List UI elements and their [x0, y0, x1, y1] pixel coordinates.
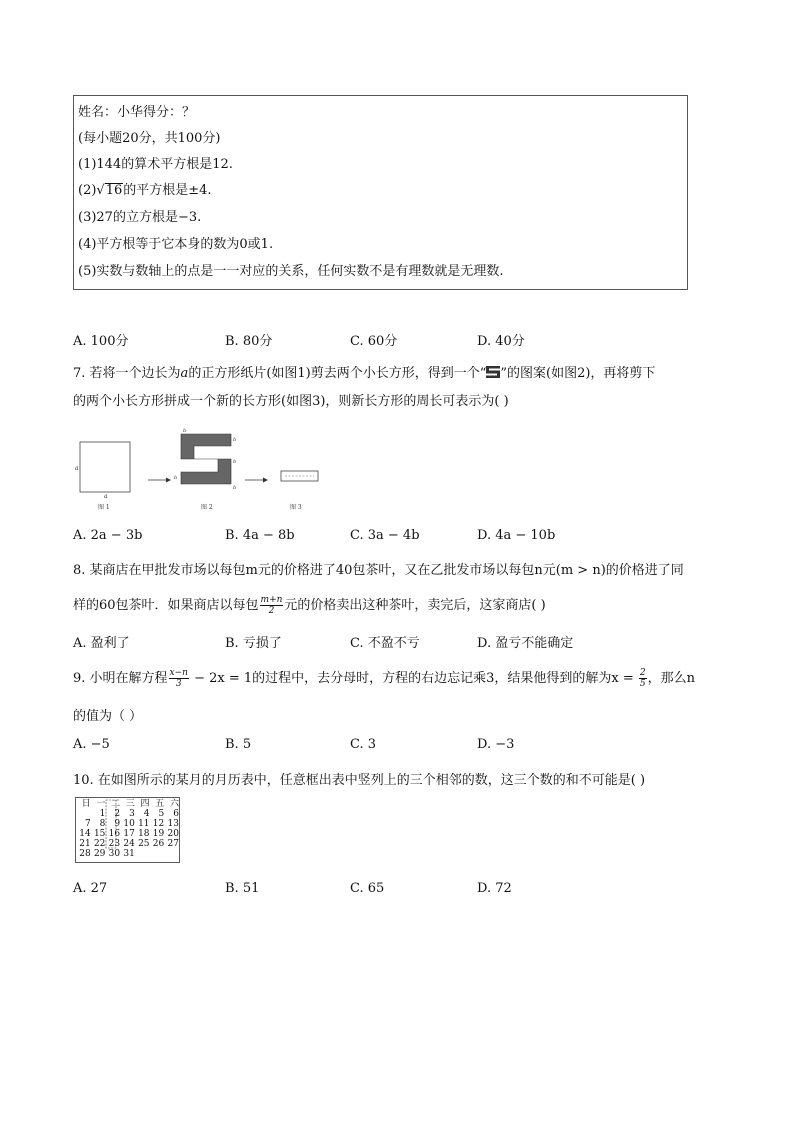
- calendar-cell: 9: [114, 819, 121, 829]
- q10-option-d[interactable]: D. 72: [477, 881, 512, 896]
- calendar-cell: 20: [167, 829, 179, 839]
- fig1-label-a-bottom: a: [104, 493, 108, 500]
- calendar-cell: 17: [123, 829, 135, 839]
- fig1-label-a-left: a: [75, 465, 79, 472]
- calendar-cell: 11: [138, 819, 150, 829]
- q7-var-a: a: [180, 366, 189, 381]
- calendar-cell: 21: [79, 839, 91, 849]
- q7-figure: [73, 425, 323, 513]
- fig2-label-b-left: b: [174, 475, 178, 481]
- q9-option-c[interactable]: C. 3: [350, 737, 377, 752]
- q9-option-a[interactable]: A. −5: [73, 737, 110, 752]
- calendar-row: [77, 829, 180, 839]
- fig1-square: [80, 442, 130, 492]
- q9-text-a: 9. 小明在解方程: [73, 671, 168, 686]
- calendar-cell: 30: [108, 849, 121, 859]
- q7-option-c[interactable]: C. 3a − 4b: [350, 528, 420, 543]
- q7-option-a[interactable]: A. 2a − 3b: [73, 528, 143, 543]
- calendar-cell: 8: [99, 819, 106, 829]
- q10-calendar: [75, 797, 180, 863]
- calendar-cell: 1: [99, 809, 106, 819]
- q8-line-1: 8. 某商店在甲批发市场以每包m元的价格进了40包茶叶，又在乙批发市场以每包n元(m > n)的价格进了同: [73, 563, 684, 578]
- q10-option-a[interactable]: A. 27: [73, 881, 108, 896]
- q6-option-b[interactable]: B. 80分: [225, 334, 273, 349]
- calendar-header-cell: 三: [125, 799, 135, 809]
- calendar-cell: 3: [129, 809, 135, 819]
- fig2-label-b-right-1: b: [233, 437, 237, 443]
- q9-text-b: − 2x = 1的过程中，去分母时，方程的右边忘记乘3，结果他得到的解为x =: [189, 671, 638, 686]
- statement-2: (2)√16的平方根是±4.: [78, 183, 212, 198]
- calendar-cell: 13: [167, 819, 179, 829]
- calendar-cell: 15: [93, 829, 106, 839]
- s-shape-icon: [486, 366, 500, 378]
- calendar-row: [77, 809, 180, 819]
- fig2-label-b-bottom: b: [233, 485, 237, 491]
- calendar-cell: [77, 809, 92, 819]
- statement-3: (3)27的立方根是−3.: [78, 210, 202, 225]
- calendar-header-cell: 五: [155, 799, 165, 809]
- q10-option-c[interactable]: C. 65: [350, 881, 385, 896]
- calendar-row: [77, 819, 180, 829]
- q8-text-b: 元的价格卖出这种茶叶，卖完后，这家商店( ): [284, 598, 546, 613]
- q9-fraction-2: [639, 668, 647, 689]
- grading-scoring: (每小题20分，共100分): [78, 131, 221, 146]
- q9-line-2: 的值为（ ）: [73, 709, 143, 724]
- calendar-cell: 18: [138, 829, 150, 839]
- q9-option-b[interactable]: B. 5: [225, 737, 252, 752]
- q8-option-b[interactable]: B. 亏损了: [225, 636, 282, 651]
- calendar-cell: [151, 849, 166, 859]
- calendar-cell: 19: [152, 829, 165, 839]
- q8-option-c[interactable]: C. 不盈不亏: [350, 636, 420, 651]
- calendar-cell: 26: [152, 839, 165, 849]
- calendar-header-cell: 六: [169, 799, 179, 809]
- q8-frac-num: m+n: [260, 595, 283, 605]
- q8-option-a[interactable]: A. 盈利了: [73, 636, 130, 651]
- calendar-cell: 7: [84, 819, 91, 829]
- q6-option-c[interactable]: C. 60分: [350, 334, 398, 349]
- q7-text-b: 的正方形纸片(如图1)剪去两个小长方形，得到一个“: [188, 366, 487, 381]
- calendar-cell: 10: [123, 819, 135, 829]
- q9-frac1-den: 3: [175, 679, 182, 689]
- calendar-cell: 14: [79, 829, 91, 839]
- q6-option-d[interactable]: D. 40分: [477, 334, 525, 349]
- calendar-cell: 27: [167, 839, 179, 849]
- q9-frac2-den: 5: [639, 679, 646, 689]
- statement-2-prefix: (2): [78, 183, 97, 198]
- q8-text-a: 样的60包茶叶．如果商店以每包: [73, 598, 259, 613]
- fig2-label-b-right-2: b: [233, 459, 237, 465]
- arrow-1-head: [166, 478, 171, 483]
- statement-4: (4)平方根等于它本身的数为0或1.: [78, 237, 274, 252]
- calendar-cell: [165, 849, 180, 859]
- calendar-cell: 31: [123, 849, 135, 859]
- statement-2-radicand: 16: [105, 183, 123, 198]
- q9-frac2-num: 2: [639, 668, 646, 678]
- calendar-cell: 28: [79, 849, 91, 859]
- calendar-row: [77, 839, 180, 849]
- q7-option-d[interactable]: D. 4a − 10b: [477, 528, 556, 543]
- statement-5: (5)实数与数轴上的点是一一对应的关系，任何实数不是有理数就是无理数.: [78, 264, 504, 279]
- q9-frac1-num: x−n: [169, 668, 188, 678]
- calendar-cell: 23: [108, 839, 121, 849]
- calendar-cell: [136, 849, 151, 859]
- calendar-header-row: [77, 799, 180, 809]
- q9-text-c: ，那么n: [647, 671, 696, 686]
- q7-text-a: 7. 若将一个边长为: [73, 366, 181, 381]
- calendar-cell: 2: [114, 809, 121, 819]
- statement-1: (1)144的算术平方根是12.: [78, 157, 233, 172]
- q7-option-b[interactable]: B. 4a − 8b: [225, 528, 295, 543]
- fig2-caption: 图 2: [201, 504, 213, 511]
- grading-header: 姓名：小华得分：？: [78, 105, 196, 120]
- calendar-header-cell: 二: [111, 799, 121, 809]
- q10-option-b[interactable]: B. 51: [225, 881, 260, 896]
- q8-fraction: [260, 595, 284, 616]
- q8-line-2: [73, 594, 546, 616]
- q8-frac-den: 2: [268, 606, 275, 616]
- q6-option-a[interactable]: A. 100分: [73, 334, 129, 349]
- calendar-cell: 22: [93, 839, 106, 849]
- calendar-cell: 4: [143, 809, 150, 819]
- calendar-cell: 25: [138, 839, 150, 849]
- fig2-label-b-top: b: [183, 428, 187, 434]
- calendar-cell: 29: [93, 849, 106, 859]
- q9-fraction-1: [169, 668, 189, 689]
- calendar-table: [77, 799, 180, 859]
- q10-line-1: 10. 在如图所示的某月的月历表中，任意框出表中竖列上的三个相邻的数，这三个数的和不可能是( ): [73, 773, 646, 788]
- calendar-header-cell: 四: [140, 799, 150, 809]
- grading-box: [73, 95, 688, 290]
- calendar-cell: 12: [152, 819, 165, 829]
- q7-line-2: 的两个小长方形拼成一个新的长方形(如图3)，则新长方形的周长可表示为( ): [73, 394, 509, 409]
- calendar-cell: 16: [108, 829, 121, 839]
- calendar-header-cell: 日: [81, 799, 91, 809]
- q9-line-1: [73, 667, 695, 689]
- fig2-s-shape: [181, 434, 231, 484]
- calendar-row: [77, 849, 180, 859]
- fig3-caption: 图 3: [290, 504, 302, 511]
- statement-2-suffix: 的平方根是±4.: [123, 183, 212, 198]
- calendar-cell: 24: [123, 839, 135, 849]
- fig1-caption: 图 1: [98, 504, 110, 511]
- calendar-cell: 5: [158, 809, 165, 819]
- q7-line-1: [73, 362, 655, 381]
- calendar-cell: 6: [173, 809, 179, 819]
- arrow-2-head: [263, 478, 268, 483]
- q7-text-c: ”的图案(如图2)，再将剪下: [500, 366, 656, 381]
- q8-option-d[interactable]: D. 盈亏不能确定: [477, 636, 574, 651]
- q9-option-d[interactable]: D. −3: [477, 737, 515, 752]
- calendar-header-cell: 一: [96, 799, 106, 809]
